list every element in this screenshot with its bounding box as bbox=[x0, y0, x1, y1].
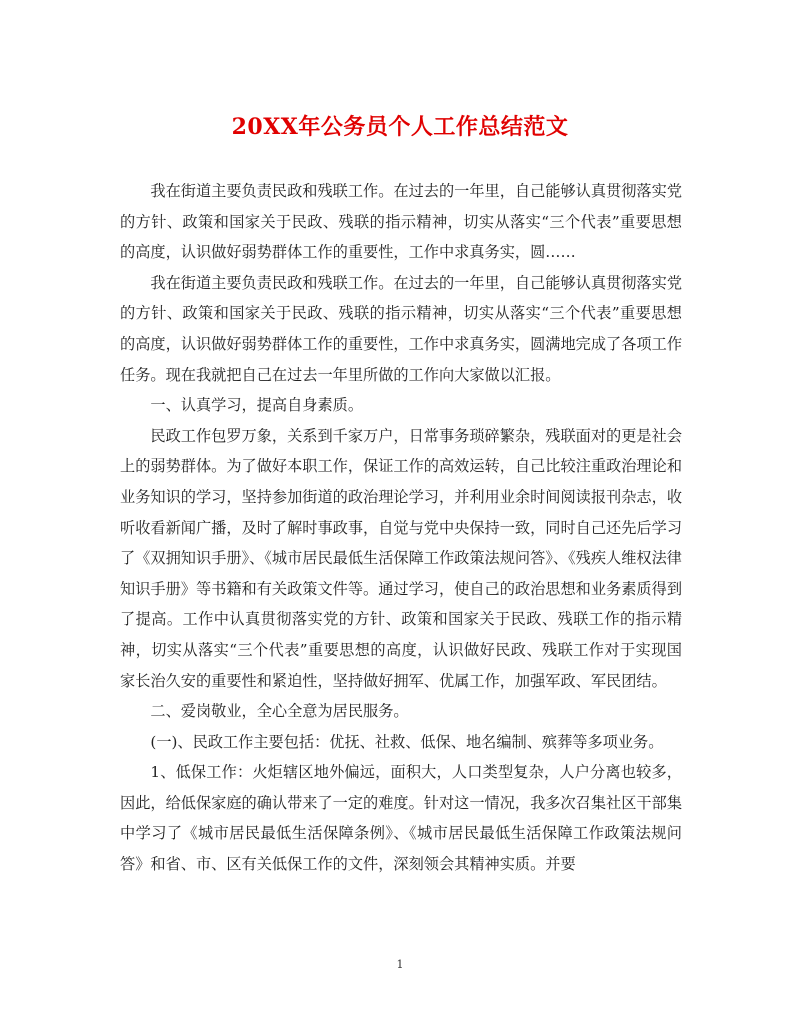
paragraph-summary: 我在街道主要负责民政和残联工作。在过去的一年里，自己能够认真贯彻落实党的方针、政策和国家关于民政、残联的指示精神，切实从落实“三个代表”重要思想的高度，认识做好弱势群体工作的重要性，工作中求真务实，圆…… bbox=[120, 182, 682, 262]
document-body bbox=[120, 176, 682, 880]
document-title: 20XX年公务员个人工作总结范文 bbox=[231, 114, 569, 140]
page-number: 1 bbox=[396, 958, 404, 971]
paragraph-low-income: 1、低保工作：火炬辖区地外偏远，面积大，人口类型复杂，人户分离也较多，因此，给低保家庭的确认带来了一定的难度。针对这一情况，我多次召集社区干部集中学习了《城市居民最低生活保障条例》、《城市居民最低生活保障工作政策法规问答》和省、市、区有关低保工作的文件，深刻领会其精神实质。并要 bbox=[120, 763, 682, 874]
paragraph-civil-affairs: (一)、民政工作主要包括：优抚、社救、低保、地名编制、殡葬等多项业务。 bbox=[150, 732, 664, 751]
section-heading-study: 一、认真学习，提高自身素质。 bbox=[150, 396, 364, 415]
section-heading-service: 二、爱岗敬业，全心全意为居民服务。 bbox=[150, 702, 409, 721]
paragraph-intro: 我在街道主要负责民政和残联工作。在过去的一年里，自己能够认真贯彻落实党的方针、政策和国家关于民政、残联的指示精神，切实从落实“三个代表”重要思想的高度，认识做好弱势群体工作的重要性，工作中求真务实，圆满地完成了各项工作任务。现在我就把自己在过去一年里所做的工作向大家做以汇报。 bbox=[120, 273, 682, 384]
paragraph-study: 民政工作包罗万象，关系到千家万户，日常事务琐碎繁杂，残联面对的更是社会上的弱势群体。为了做好本职工作，保证工作的高效运转，自己比较注重政治理论和业务知识的学习，坚持参加街道的政治理论学习，并利用业余时间阅读报刊杂志，收听收看新闻广播，及时了解时事政事，自觉与党中央保持一致，同时自己还先后学习了《双拥知识手册》、《城市居民最低生活保障工作政策法规问答》、《残疾人维权法律知识手册》等书籍和有关政策文件等。通过学习，使自己的政治思想和业务素质得到了提高。工作中认真贯彻落实党的方针、政策和国家关于民政、残联工作的指示精神，切实从落实“三个代表”重要思想的高度，认识做好民政、残联工作对于实现国家长治久安的重要性和紧迫性，坚持做好拥军、优属工作，加强军政、军民团结。 bbox=[120, 426, 682, 690]
